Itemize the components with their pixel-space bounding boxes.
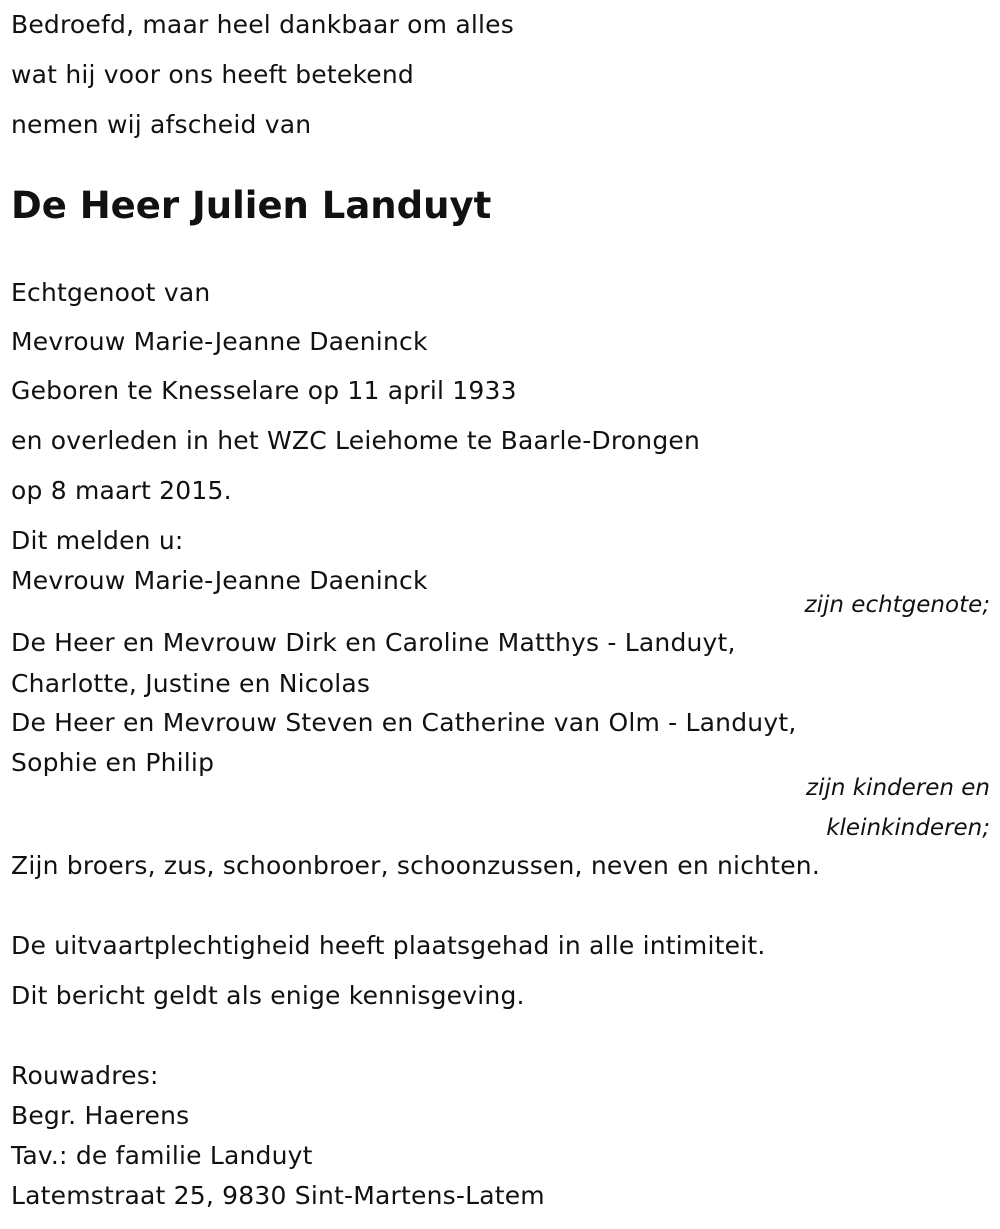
spouse-role: zijn echtgenote; — [804, 592, 990, 618]
address-line: Begr. Haerens — [11, 1101, 190, 1130]
children-role: kleinkinderen; — [826, 815, 990, 841]
children-role: zijn kinderen en — [806, 775, 990, 801]
intro-line: Bedroefd, maar heel dankbaar om alles — [11, 10, 514, 39]
children-line: De Heer en Mevrouw Steven en Catherine van Olm - Landuyt, — [11, 708, 797, 737]
ceremony-line: Dit bericht geldt als enige kennisgeving. — [11, 981, 525, 1010]
address-line: Tav.: de familie Landuyt — [11, 1141, 313, 1170]
detail-line: Echtgenoot van — [11, 278, 211, 307]
address-line: Latemstraat 25, 9830 Sint-Martens-Latem — [11, 1181, 545, 1210]
children-line: Charlotte, Justine en Nicolas — [11, 669, 371, 698]
detail-line: Mevrouw Marie-Jeanne Daeninck — [11, 327, 428, 356]
relatives-line: Zijn broers, zus, schoonbroer, schoonzussen, neven en nichten. — [11, 851, 820, 880]
detail-line: Geboren te Knesselare op 11 april 1933 — [11, 376, 517, 405]
children-line: Sophie en Philip — [11, 748, 215, 777]
spouse-name: Mevrouw Marie-Jeanne Daeninck — [11, 566, 428, 595]
ceremony-line: De uitvaartplechtigheid heeft plaatsgehad in alle intimiteit. — [11, 931, 766, 960]
detail-line: en overleden in het WZC Leiehome te Baarle-Drongen — [11, 426, 701, 455]
deceased-name: De Heer Julien Landuyt — [11, 184, 492, 227]
intro-line: nemen wij afscheid van — [11, 110, 312, 139]
announced-by-label: Dit melden u: — [11, 526, 184, 555]
intro-line: wat hij voor ons heeft betekend — [11, 60, 414, 89]
detail-line: op 8 maart 2015. — [11, 476, 232, 505]
children-line: De Heer en Mevrouw Dirk en Caroline Matthys - Landuyt, — [11, 628, 736, 657]
address-label: Rouwadres: — [11, 1061, 159, 1090]
